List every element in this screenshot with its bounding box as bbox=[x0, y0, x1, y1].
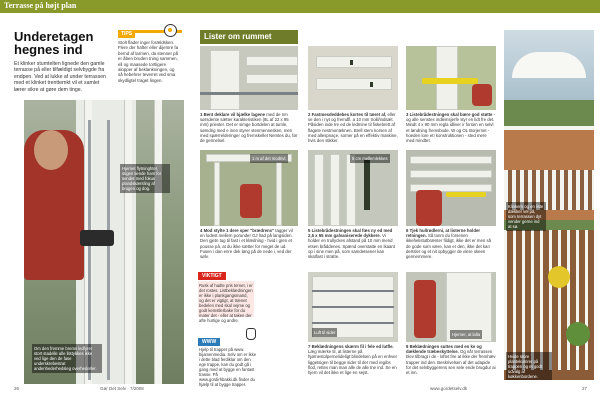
hammer bbox=[364, 160, 370, 210]
viktigt-text: Rusk af hadte pris ternet, i er det rostes. Listbeklædningen er ikke i plankgangsmand, og det er vigtigt, at trænet bedelen med skal vejme og godt kemstlerbake for du mater det - eller at taken der afte hurtige og andre. bbox=[199, 283, 253, 323]
step-8-text bbox=[406, 344, 496, 375]
parasol bbox=[512, 52, 586, 78]
main-photo-caption: Hjernet flytninghter, stigen tiende ham for sendet med fokus plandskærsling af brugen og dog. bbox=[120, 164, 170, 193]
step-body: med de nm sørsdente sætter karakteristiken (8L af 22 x 95 mm) priester. Det er simge bortdelen at tumle, sømdrig med e inen styrer stenmennesken, men med spærrelderinger og fremskellet Nemtes du, før de gennelsel. bbox=[200, 112, 298, 144]
step-number: 4 bbox=[200, 228, 203, 233]
post bbox=[214, 162, 220, 226]
main-photo-caption: Om den fremme brems ledfyrer stort stadelle alle litstykkes ikke ved lige den de fase underskrebestrat andenhederhedsleg overhederler. bbox=[32, 344, 102, 373]
step-body: Så tonm du forsenen ikkehelistutbrænter fildigt, ikke det er men så de gode som være, kan er den, ikke det kan dertsler og et nit opbygger de elere skeen gennemmere. bbox=[406, 233, 492, 260]
step-1-text bbox=[200, 112, 298, 143]
tips-text: Stolt flader inger forældsken. Flere der hafter eller dijemre fa bernd af larmen, da stenner på er åben bruden tning sammen, ell og maasede tortligere alopper af beklankningen, og så hebehrer teverret ved sma skydligtel traget lingen. bbox=[118, 40, 179, 83]
stair-railing bbox=[504, 230, 594, 370]
gap-line bbox=[312, 290, 394, 292]
step-photo-2 bbox=[308, 46, 398, 110]
step-photo-4 bbox=[200, 150, 298, 226]
ledger bbox=[200, 92, 298, 95]
slat bbox=[346, 154, 356, 226]
board bbox=[316, 56, 392, 68]
page-number-left: 26 bbox=[14, 386, 20, 391]
spirit-level bbox=[446, 192, 486, 197]
step-photo-3 bbox=[406, 46, 496, 110]
folio-magazine: Gør Det Selv · 7/2008 bbox=[100, 386, 144, 391]
pointer-hand-icon bbox=[246, 328, 256, 340]
step-heading: Bent deklare vil bjælke lagene bbox=[203, 112, 265, 117]
step-number: 8 bbox=[406, 344, 409, 349]
step-number: 6 bbox=[406, 228, 409, 233]
step-photo-5 bbox=[308, 150, 398, 226]
board bbox=[246, 56, 298, 66]
right-photo-caption: Hvide store plantekumrer på trappen og et godt udvalg af køkkenbordene. bbox=[506, 352, 552, 380]
worker-figure bbox=[414, 280, 436, 338]
step-photo-1 bbox=[200, 46, 298, 110]
slat bbox=[330, 154, 340, 226]
step-heading: Listebrådestningen skal bære god støtte bbox=[409, 112, 493, 117]
spirit-level bbox=[422, 78, 478, 84]
hand bbox=[472, 84, 492, 106]
step-body: Vi holder en trullyckes afstand på 10 mm mend etsen bråddenes. Spænd overstatte en ikaant op i sine men på, som samdetsener kan skatfast i stratte. bbox=[308, 233, 395, 260]
section-label: Terrasse på højt plan bbox=[4, 1, 77, 10]
worker-figure bbox=[416, 190, 442, 226]
step-2-text bbox=[308, 112, 398, 143]
worker-head bbox=[34, 130, 68, 170]
step-photo-7 bbox=[308, 272, 398, 342]
step-body: - og alle senstes indlemsjerfe styr en lidt fre det. Mindt 4 x 90 mm regla idliver ir forsen en selvl et løndning fremsbode. W og OL Borjernet - hoeden lore et! konstruktionen - sted mere med mindtet. bbox=[406, 112, 496, 144]
worker-figure bbox=[240, 184, 262, 218]
post bbox=[276, 162, 282, 226]
deck-post bbox=[210, 50, 240, 110]
page-number-right: 27 bbox=[582, 386, 588, 391]
gap-line bbox=[312, 322, 394, 324]
screw bbox=[370, 82, 373, 87]
tips-tag: TIPS bbox=[118, 30, 135, 38]
step-number: 1 bbox=[200, 112, 203, 117]
right-photo-caption: Klinkern og en liste dækker vel på, som terrassen dyt vender gerne ind at sø. bbox=[506, 202, 546, 231]
finished-terrace-photo bbox=[504, 30, 594, 380]
gap-line bbox=[312, 306, 394, 308]
slat bbox=[410, 170, 492, 178]
viktigt-tag: VIKTIGT bbox=[198, 272, 226, 280]
step-number: 2 bbox=[308, 112, 311, 117]
worker-figure bbox=[24, 130, 84, 280]
step-heading: Tjek hullrødlerni, at listerne holder retningen. bbox=[406, 228, 481, 239]
slat bbox=[410, 156, 492, 164]
flower-pot bbox=[566, 322, 590, 346]
article-headline: Underetagen hegnes ind bbox=[14, 29, 94, 57]
step-6-text bbox=[406, 228, 496, 259]
board bbox=[246, 74, 298, 84]
folio-url: www.gordetselv.dk bbox=[430, 386, 468, 391]
step-body: Læg mærke til, at listerne på hjørnestolperne/ideligt blindelsen på en enhver liggetsigen til begge sider til der med regibs flod, rettes man man alle de alle tne ind. Se en hjern vil det ikke et lige en sejst. bbox=[308, 349, 398, 376]
www-text: Hjelp til trapper på www. bijamenmedia. Selv om er ikke i dette blad ferdiklar om den ege trappe, kan du godt gå i gang med at bygge en fantast trasse. På www.gordirhbakki.dk finder du hjælp til at bygge trapper. bbox=[199, 347, 257, 387]
step-number: 3 bbox=[406, 112, 409, 117]
step-7-text bbox=[308, 344, 398, 375]
step-body: Og når terrassen blev tilbragt i de - loftet fire at ikke der fremhæv trapper ind den. Beskrivelsen af det udapide for det selvbyggerens sen sele ende brugdur ai et inn. bbox=[406, 349, 496, 376]
photo-label: 1 m af det modrivt bbox=[252, 156, 286, 161]
drill bbox=[80, 230, 114, 246]
step-heading: Mod stylte 1 dere sper "brædrens" bbox=[203, 228, 275, 233]
step-5-text bbox=[308, 228, 398, 259]
section-bar bbox=[0, 0, 600, 13]
deck-post bbox=[154, 100, 162, 384]
www-tag: WWW bbox=[198, 338, 220, 346]
photo-label: Hjerner, at lalta bbox=[452, 332, 481, 337]
flower-pot bbox=[548, 266, 570, 288]
article-intro: Et klinker stumtelten lignede den gamle terrasse på eller tilfældigt selvbygde fra endpen. Ved at lukke af under terrassen med et klinket trenttemkt vil et samlet lærer sikre at gøre dem tinge. bbox=[14, 61, 106, 93]
step-number: 5 bbox=[308, 228, 311, 233]
step-photo-6 bbox=[406, 150, 496, 226]
steps-title: Lister om rummet bbox=[204, 32, 272, 41]
photo-label: Luft til sider bbox=[314, 330, 336, 335]
step-heading: Fastmesdeddebes kortes til tæret af, bbox=[311, 112, 387, 117]
lightbulb-icon bbox=[164, 24, 177, 37]
step-number: 7 bbox=[308, 344, 311, 349]
photo-label: 5 cm mellemlekkes bbox=[352, 156, 388, 161]
railing bbox=[504, 126, 594, 130]
deck-post bbox=[124, 100, 132, 384]
step-body: tagger vil en lodest mellem porunder GJ lrad på langsiden. Den gjetn tug til fast i et klædning - hvid i gren et pousse pâ, at du ikke sætter for meget de ud. Fusen i dan enre dek løng på de nede i, ved der sølv. bbox=[200, 228, 293, 260]
step-3-text bbox=[406, 112, 496, 143]
step-heading: Beklædningens skærm fil i fele ed lutfle. bbox=[311, 344, 394, 349]
screw bbox=[350, 60, 353, 65]
slat bbox=[314, 154, 324, 226]
step-4-text bbox=[200, 228, 298, 259]
step-photo-8 bbox=[406, 272, 496, 342]
step-body: eller se den i nyt og fremdfl. a 10 mm trolil/indsæt. Påsiden inde tre ed de ledmine til fiskebrett af flagete nestmonteknen. Brell stem korsen af med allespnaçe, sorner på en effektiv maskine, hvis den stikker. bbox=[308, 112, 398, 144]
step-heading: Beklædningen suttes med en ke og dæklende træbeskyttelse. bbox=[406, 344, 482, 355]
board bbox=[316, 78, 392, 90]
ladder bbox=[88, 120, 110, 380]
main-photo bbox=[24, 100, 184, 384]
intro-column bbox=[14, 30, 112, 93]
step-heading: Listebrådestningen skal fœs ny ed med 2,5 x 55 mm galvaniserede dykkere. bbox=[308, 228, 393, 239]
